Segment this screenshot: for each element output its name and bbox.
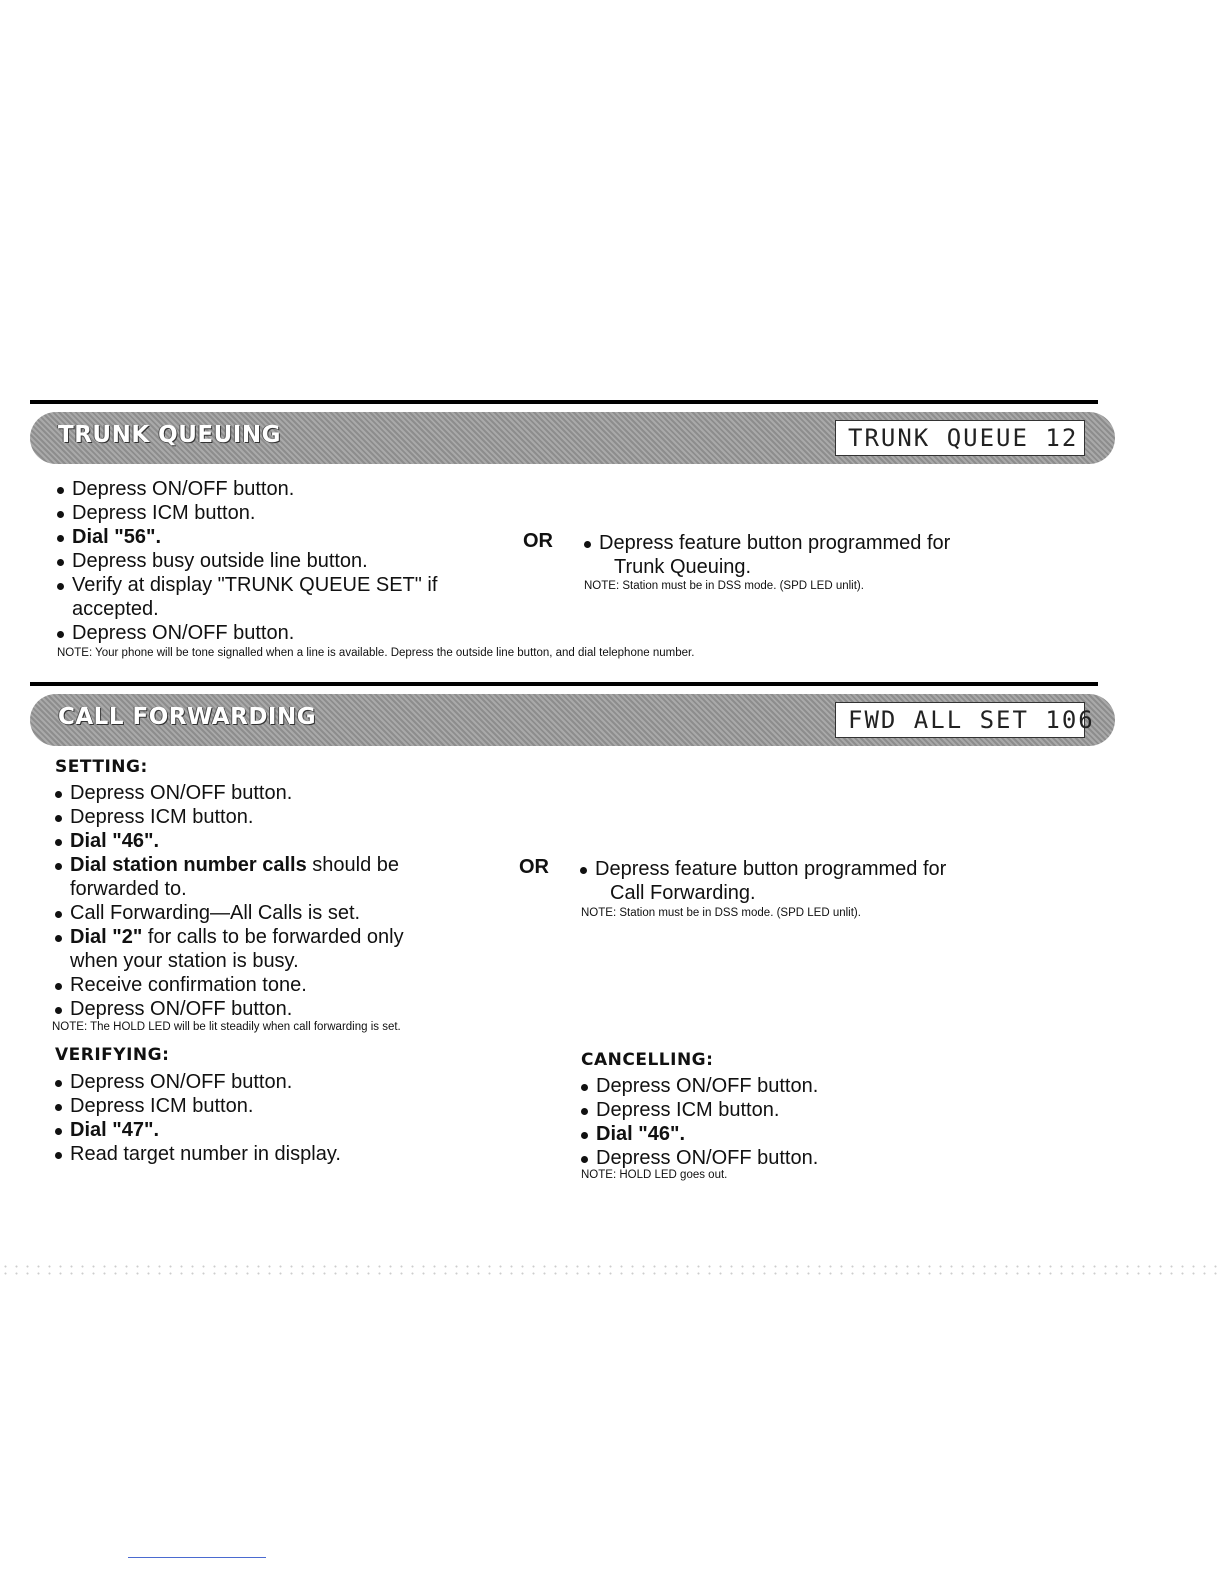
trunk-queuing-alt-note: NOTE: Station must be in DSS mode. (SPD LED unlit). xyxy=(584,580,864,592)
list-item: Call Forwarding—All Calls is set. xyxy=(55,901,495,925)
list-item: Depress ICM button. xyxy=(57,501,477,525)
underline-artifact xyxy=(128,1557,266,1558)
list-item: Depress ICM button. xyxy=(55,805,495,829)
call-forwarding-banner xyxy=(30,694,1115,746)
trunk-queuing-title: TRUNK QUEUING xyxy=(58,422,281,448)
list-item: Depress ON/OFF button. xyxy=(581,1146,1001,1170)
setting-heading: SETTING: xyxy=(55,757,148,777)
scan-noise xyxy=(0,1263,1225,1279)
list-item: Verify at display "TRUNK QUEUE SET" if accepted. xyxy=(57,573,477,621)
call-forwarding-rule xyxy=(30,682,1098,686)
verifying-heading: VERIFYING: xyxy=(55,1045,170,1065)
trunk-queuing-or: OR xyxy=(523,530,553,552)
call-forwarding-title: CALL FORWARDING xyxy=(58,704,317,730)
trunk-queuing-banner xyxy=(30,412,1115,464)
call-forwarding-or: OR xyxy=(519,856,549,878)
cancelling-note: NOTE: HOLD LED goes out. xyxy=(581,1169,728,1181)
setting-note: NOTE: The HOLD LED will be lit steadily when call forwarding is set. xyxy=(52,1021,401,1033)
list-item: Dial station number calls should be forwarded to. xyxy=(55,853,495,901)
trunk-queuing-steps xyxy=(57,477,477,645)
list-item: Depress ON/OFF button. xyxy=(55,997,495,1021)
list-item: Dial "46". xyxy=(581,1122,1001,1146)
list-item: Dial "46". xyxy=(55,829,495,853)
list-item: Depress ON/OFF button. xyxy=(55,1070,475,1094)
list-item: Depress feature button programmed for Call Forwarding. xyxy=(580,857,1040,905)
call-forwarding-alt-steps xyxy=(580,857,1040,905)
list-item: Receive confirmation tone. xyxy=(55,973,495,997)
call-forwarding-display: FWD ALL SET 106 xyxy=(835,702,1085,738)
list-item: Read target number in display. xyxy=(55,1142,475,1166)
list-item: Depress ON/OFF button. xyxy=(57,621,477,645)
trunk-queuing-rule xyxy=(30,400,1098,404)
list-item: Depress ON/OFF button. xyxy=(57,477,477,501)
trunk-queuing-note: NOTE: Your phone will be tone signalled when a line is available. Depress the outside line button, and dial telephone number. xyxy=(57,647,695,659)
list-item: Dial "2" for calls to be forwarded only when your station is busy. xyxy=(55,925,495,973)
setting-steps xyxy=(55,781,495,1021)
cancelling-heading: CANCELLING: xyxy=(581,1050,714,1070)
list-item: Dial "47". xyxy=(55,1118,475,1142)
list-item: Depress ICM button. xyxy=(55,1094,475,1118)
list-item: Dial "56". xyxy=(57,525,477,549)
verifying-steps xyxy=(55,1070,475,1166)
list-item: Depress ON/OFF button. xyxy=(55,781,495,805)
list-item: Depress ICM button. xyxy=(581,1098,1001,1122)
trunk-queuing-display: TRUNK QUEUE 12 xyxy=(835,420,1085,456)
list-item: Depress busy outside line button. xyxy=(57,549,477,573)
trunk-queuing-alt-steps xyxy=(584,531,1044,579)
call-forwarding-alt-note: NOTE: Station must be in DSS mode. (SPD LED unlit). xyxy=(581,907,861,919)
list-item: Depress feature button programmed for Trunk Queuing. xyxy=(584,531,1044,579)
cancelling-steps xyxy=(581,1074,1001,1170)
list-item: Depress ON/OFF button. xyxy=(581,1074,1001,1098)
